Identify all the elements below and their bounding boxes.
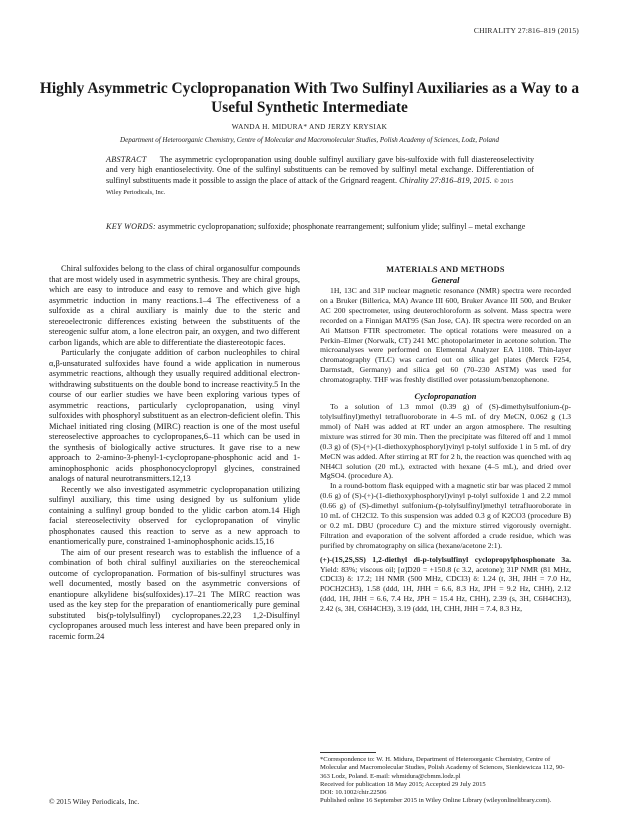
general-paragraph: 1H, 13C and 31P nuclear magnetic resonance (NMR) spectra were recorded on a Bruker (Billerica, MA) Avance III 600, Bruker Avance III 500, and Bruker AC 200 spectrometer, using deuterochloroform as solvent. Mass spectra were recorded on a Finnigan MAT95 (San Jose, CA). IR spectra were recorded on an Ati Mattson FTIR spectrometer. The optical rotations were measured on a Perkin–Elmer (Norwalk, CT) 241 MC photopolarimeter in acetone solution. The microanalyses were performed on Elemental Analyzer EA 1108. Thin-layer chromatography (TLC) was carried out on silica gel plates (Merck F254, Darmstadt, Germany) and silica gel 60 (70–230 ASTM) was used for chromatography. THF was freshly distilled over potassium/benzophenone. [320, 286, 571, 385]
subheading-cyclopropanation: Cyclopropanation [414, 392, 477, 402]
author-affiliation: Department of Heteroorganic Chemistry, Centre of Molecular and Macromolecular Studies, Polish Academy of Sciences, Lodz, Poland [120, 136, 499, 144]
body-left-column [49, 264, 300, 642]
footnote-divider [320, 752, 376, 753]
keywords-block [106, 222, 534, 232]
body-paragraph: The aim of our present research was to establish the influence of a combination of both chiral sulfinyl auxiliaries on the stereochemical outcome of cyclopropanation. Formation of bis-sulfinyl structures was well documented, mostly based on the asymmetric conversions of enantiopure alkylidene bis(sulfoxides).17–21 The MIRC reaction was used as the key step for the preparation of enantiomerically pure geminal substituted bis(p-tolylsulfinyl) cyclopropanes.22,23 1,2-Disulfinyl cyclopropanes aroused much less interest and have been prepared only in racemic form.24 [49, 547, 300, 641]
body-paragraph: Particularly the conjugate addition of carbon nucleophiles to chiral α,β-unsaturated sulfoxides have found a wide application in numerous asymmetric reactions, although they usually required additional electron-withdrawing substituents on the double bond to increase reactivity.5 In the course of our earlier studies we have been exploring various types of asymmetric reactions, particularly cyclopropanation, using vinyl sulfoxides with phosphoryl substituent as an electron-deficient olefin. This Michael initiated ring closing (MIRC) reaction is one of the most useful stereoselective approaches to cyclopropanes,6–11 which can be used in the synthesis of biologically active structures. It gave rise to a new approach to 2-amino-3-phenyl-1-cyclopropane-phosphonic acid and 1-aminophosphonic acids phosphonocyclopropyl glycines, constrained analogs of natural neurotransmitters.12,13 [49, 348, 300, 483]
abstract-citation: Chirality 27:816–819, 2015. [399, 175, 492, 185]
keywords-label: KEY WORDS: [106, 222, 156, 231]
article-title: Highly Asymmetric Cyclopropanation With Two Sulfinyl Auxiliaries as a Way to a Useful Synthetic Intermediate [39, 80, 580, 116]
compound-heading: (+)-(1S,2S,SS) 1,2-diethyl di-p-tolylsulfinyl cyclopropylphosphonate 3a. [320, 554, 571, 564]
author-list: WANDA H. MIDURA* AND JERZY KRYSIAK [231, 122, 388, 131]
abstract-text: The asymmetric cyclopropanation using double sulfinyl auxiliary gave bis-sulfoxide with full diastereoselectivity and very high enantioselectivity. One of the sulfinyl substituents can be removed by sulfinyl metal exchange. Differentiation of sulfinyl substituents made it possible to assign the place of attack of the Grignard reagent. [106, 155, 534, 185]
section-heading-materials: MATERIALS AND METHODS [386, 265, 505, 274]
subheading-general: General [431, 276, 460, 285]
journal-reference: CHIRALITY 27:816–819 (2015) [473, 26, 579, 35]
correspondence-note: *Correspondence to: W. H. Midura, Department of Heteroorganic Chemistry, Centre of Molecular and Macromolecular Studies, Polish Academy of Sciences, Sienkiewicza 112, 90-363 Lodz, Poland. E-mail: whmidura@cbmm.lodz.pl [320, 756, 565, 780]
cyclopropanation-paragraph-2: In a round-bottom flask equipped with a magnetic stir bar was placed 2 mmol (0.6 g) of (S)-(+)-(1-diethoxyphosphoryl)vinyl p-tolyl sulfoxide 1 and 2.2 mmol (0.66 g) of (S)-dimethyl sulfonium-(p-tolylsulfinyl)methyl tetrafluoroborate in 10 mL of CH2Cl2. To this suspension was added 0.3 g of K2CO3 (procedure B) or 0.2 mL DBU (procedure C) and the mixture stirred vigorously overnight. Filtration and evaporation of the solvent afforded a crude residue, which was purified by chromatography on silica (hexane/acetone 2:1). [320, 481, 571, 550]
body-paragraph: Chiral sulfoxides belong to the class of chiral organosulfur compounds that are most widely used in asymmetric synthesis. They are chiral groups, which are easy to introduce and easy to remove and which give high asymmetric induction in many reactions.1–4 The effectiveness of a sulfoxide as a chiral auxiliary is mainly due to the steric and stereoelectronic differences existing between the substituents of the stereogenic sulfur atom, a lone electron pair, an oxygen, and two different carbon ligands, which are able to differentiate the diastereotopic faces. [49, 264, 300, 347]
cyclopropanation-paragraph-1: To a solution of 1.3 mmol (0.39 g) of (S)-dimethylsulfonium-(p-tolylsulfinyl)methyl tetrafluoroborate in 4–5 mL of dry MeCN, 0.062 g (1.3 mmol) of NaH was added at RT under an argon atmosphere. The resulting mixture was stirred for 30 min. Then the precipitate was filtered off and 1 mmol (0.3 g) of (S)-(+)-(1-diethoxyphosphoryl)vinyl p-tolyl sulfoxide 1 in 5 mL of dry MeCN was added. After stirring at RT for 2 h, the reaction was quenched with aq NH4Cl solution (20 mL), extracted with hexane (4–5 mL), and dried over MgSO4. (procedure A). [320, 402, 571, 481]
doi-note: DOI: 10.1002/chir.22506 [320, 789, 387, 797]
published-note: Published online 16 September 2015 in Wiley Online Library (wileyonlinelibrary.com). [320, 797, 552, 805]
footnotes-block [320, 756, 571, 806]
body-paragraph: Recently we also investigated asymmetric cyclopropanation utilizing sulfinyl auxiliary, this time using designed by us sulfonium ylide containing a sulfinyl group bonded to the ylidic carbon atom.14 High facial stereoselectivity observed for cyclopropanation of vinylic phosphonates caused this reaction to serve as a new approach to enantiomerically pure, constrained 1-aminophosphonic acids.15,16 [49, 484, 300, 546]
methods-text [320, 286, 571, 614]
abstract-publisher: Wiley Periodicals, Inc. [106, 189, 166, 197]
abstract-block [106, 155, 534, 199]
abstract-copyright: © 2015 [493, 177, 514, 185]
keywords-text: asymmetric cyclopropanation; sulfoxide; phosphonate rearrangement; sulfonium ylide; sulfinyl – metal exchange [158, 222, 526, 231]
compound-entry [320, 555, 571, 614]
footer-copyright: © 2015 Wiley Periodicals, Inc. [49, 797, 140, 806]
body-right-column [320, 264, 571, 614]
compound-data: Yield: 83%; viscous oil; [α]D20 = +150.8 (c 3.2, acetone); 31P NMR (81 MHz, CDCl3) δ: 17.2; 1H NMR (500 MHz, CDCl3) δ: 1.24 (t, 3H, JHH = 7.0 Hz, POCH2CH3), 1.58 (ddd, 1H, JHH = 6.6, 8.3 Hz, JPH = 9.2 Hz, CHH), 2.12 (ddd, 1H, JHH = 6.6, 7.4 Hz, JPH = 15.4 Hz, CHH), 2.39 (s, 3H, C6H4CH3), 2.42 (s, 3H, C6H4CH3), 3.19 (ddd, 1H, CHH, JHH = 7.4, 8.3 Hz, [320, 564, 571, 614]
received-note: Received for publication 18 May 2015; Accepted 29 July 2015 [320, 780, 486, 788]
abstract-label: ABSTRACT [106, 155, 147, 164]
